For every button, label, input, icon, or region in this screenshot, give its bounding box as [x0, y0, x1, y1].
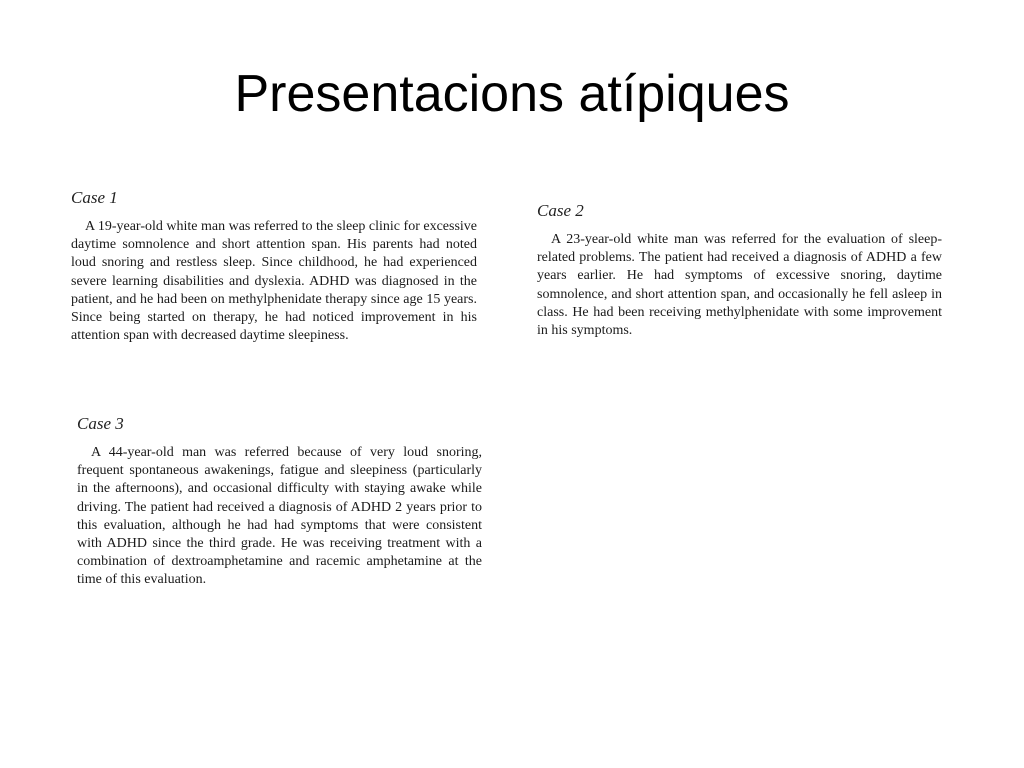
case-1-heading: Case 1 [71, 188, 118, 207]
slide-title: Presentacions atípiques [234, 65, 790, 123]
case-1-block [71, 188, 477, 345]
case-2-heading: Case 2 [537, 201, 584, 220]
case-3-text: A 44-year-old man was referred because of very loud snoring, frequent spontaneous awakenings, fatigue and sleepiness (particularly in the afternoons), and occasional difficulty with staying awake while driving. The patient had received a diagnosis of ADHD 2 years prior to this evaluation, although he had had symptoms that were consistent with ADHD since the third grade. He was receiving treatment with a combination of dextroamphetamine and racemic amphetamine at the time of this evaluation. [77, 445, 482, 588]
case-3-block [77, 414, 482, 590]
case-2-block [537, 201, 942, 340]
case-2-text: A 23-year-old white man was referred for the evaluation of sleep-related problems. The patient had received a diagnosis of ADHD a few years earlier. He had symptoms of excessive snoring, daytime somnolence, and short attention span, and occasionally he fell asleep in class. He had been receiving methylphenidate with some improvement in his symptoms. [537, 232, 942, 339]
case-3-heading: Case 3 [77, 414, 124, 433]
case-1-text: A 19-year-old white man was referred to the sleep clinic for excessive daytime somnolence and short attention span. His parents had noted loud snoring and restless sleep. Since childhood, he had experienced severe learning disabilities and dyslexia. ADHD was diagnosed in the patient, and he had been on methylphenidate therapy since age 15 years. Since being started on therapy, he had noticed improvement in his attention span with decreased daytime sleepiness. [71, 219, 477, 344]
